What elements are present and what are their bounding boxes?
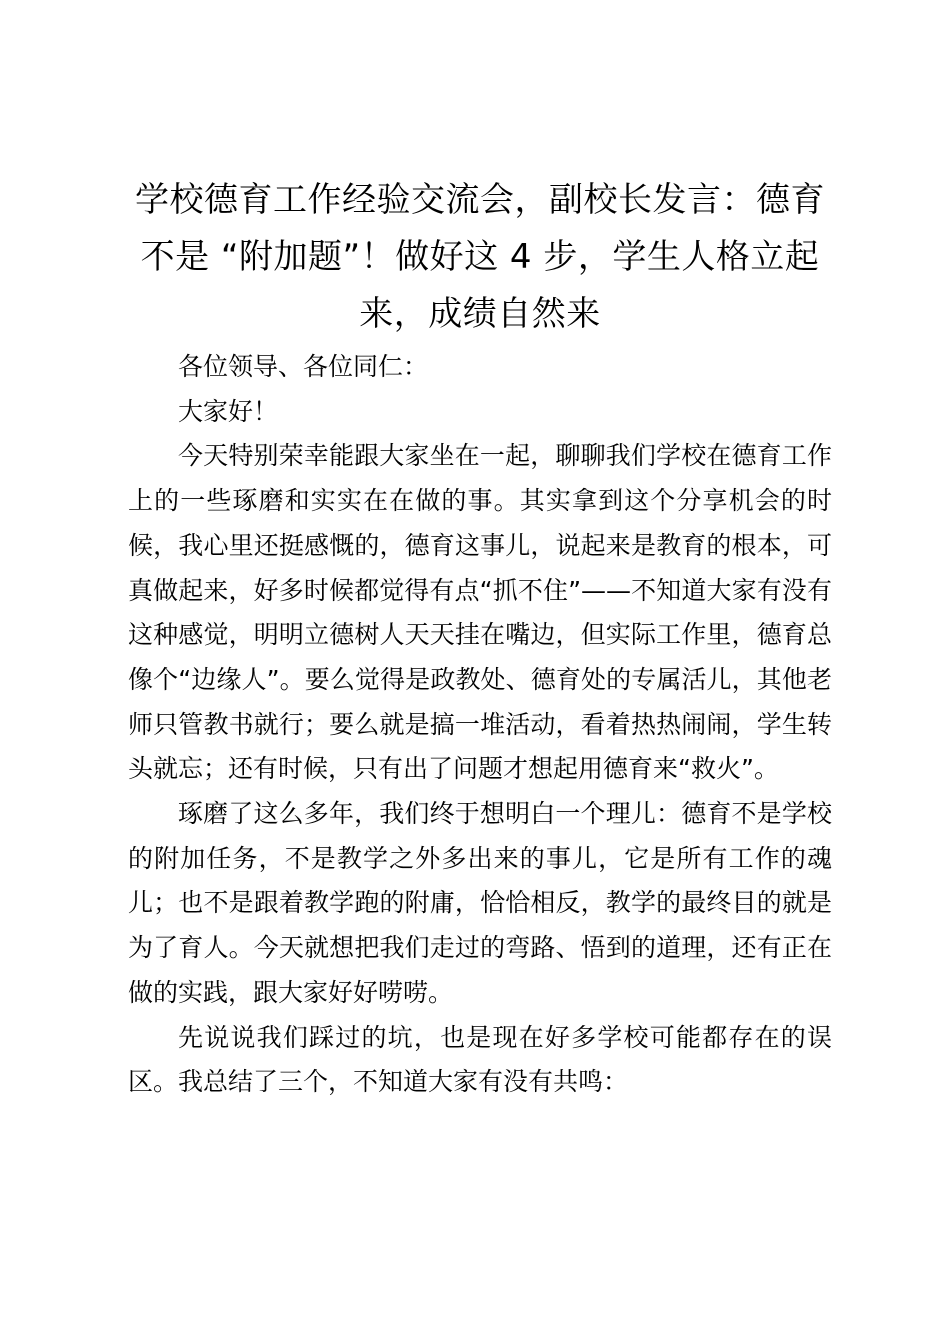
- document-title: 学校德育工作经验交流会，副校长发言：德育不是 “附加题”！做好这 4 步，学生人格立起来，成绩自然来: [135, 180, 825, 334]
- document-page: [128, 172, 832, 1105]
- paragraph-salutation: 各位领导、各位同仁：: [178, 352, 429, 381]
- document-body: [128, 345, 832, 1105]
- paragraph-realization: 琢磨了这么多年，我们终于想明白一个理儿：德育不是学校的附加任务，不是教学之外多出来的事儿，它是所有工作的魂儿；也不是跟着教学跑的附庸，恰恰相反，教学的最终目的就是为了育人。今天就想把我们走过的弯路、悟到的道理，还有正在做的实践，跟大家好好唠唠。: [128, 799, 832, 1007]
- paragraph-greeting: 大家好！: [178, 396, 279, 426]
- paragraph-misconceptions: 先说说我们踩过的坑，也是现在好多学校可能都存在的误区。我总结了三个，不知道大家有没有共鸣：: [128, 1022, 832, 1097]
- paragraph-intro: 今天特别荣幸能跟大家坐在一起，聊聊我们学校在德育工作上的一些琢磨和实实在在做的事。其实拿到这个分享机会的时候，我心里还挺感慨的，德育这事儿，说起来是教育的根本，可真做起来，好多时候都觉得有点“抓不住”——不知道大家有没有这种感觉，明明立德树人天天挂在嘴边，但实际工作里，德育总像个“边缘人”。要么觉得是政教处、德育处的专属活儿，其他老师只管教书就行；要么就是搞一堆活动，看着热热闹闹，学生转头就忘；还有时候，只有出了问题才想起用德育来“救火”。: [128, 441, 832, 784]
